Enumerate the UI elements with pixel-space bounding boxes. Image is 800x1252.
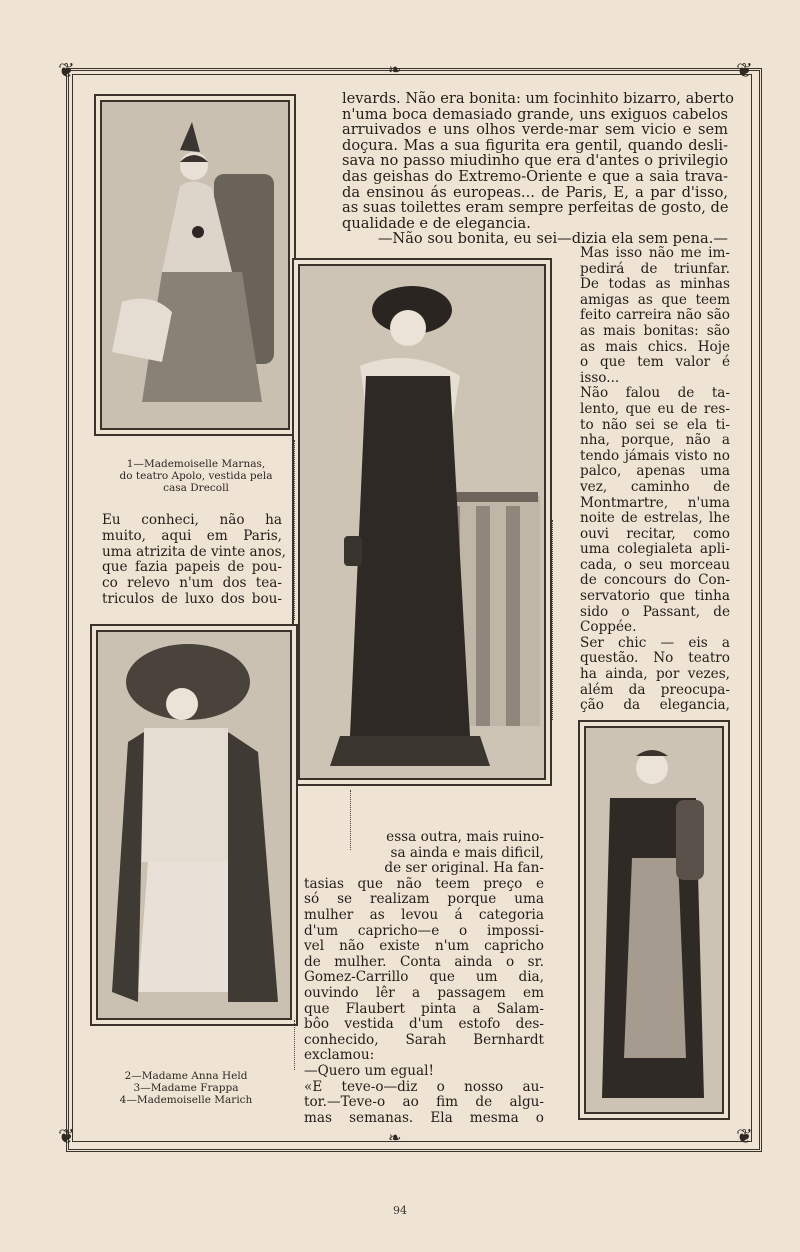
text-line: ha ainda, por vezes, (580, 666, 730, 683)
text-line: as mais bonitas: são (580, 322, 730, 339)
text-line: sa ainda e mais dificil, (390, 844, 544, 861)
text-line: sava no passo miudinho que era d'antes o privilegio (342, 152, 728, 170)
text-line: arruivados e uns olhos verde-mar sem vicio e sem (342, 121, 728, 139)
text-line: —Quero um egual! (304, 1062, 434, 1079)
text-line: Montmartre, n'uma (580, 494, 730, 511)
text-line: feito carreira não são (580, 307, 730, 324)
text-line: uma colegialeta apli- (580, 541, 730, 558)
text-line: que Flaubert pinta a Salam- (304, 1000, 544, 1017)
text-line: de ser original. Ha fan- (384, 860, 544, 877)
text-line: palco, apenas uma (580, 463, 730, 480)
text-line: amigas as que teem (580, 291, 730, 308)
text-line: ouvindo lêr a passagem em (304, 984, 544, 1001)
figure-seated-woman (102, 102, 288, 428)
figure-woman-fur (586, 728, 722, 1112)
text-line: «E teve-o—diz o nosso au- (304, 1078, 544, 1095)
text-line: lento, que eu de res- (580, 400, 730, 417)
text-line: ção da elegancia, (580, 697, 730, 714)
text-line: Ser chic — eis a (580, 634, 730, 651)
text-line: pedirá de triunfar. (580, 260, 730, 277)
text-line: qualidade e de elegancia. (342, 214, 531, 232)
text-line: noite de estrelas, lhe (580, 510, 730, 527)
text-line: tasias que não teem preço e (304, 875, 544, 892)
text-line: tendo jámais visto no (580, 447, 730, 464)
text-line: as mais chics. Hoje (580, 338, 730, 355)
text-line: das geishas do Extremo-Oriente e que a saia trava- (342, 167, 728, 185)
caption-line: 4—Mademoiselle Marich (119, 1094, 253, 1106)
text-line: mulher as levou á categoria (304, 906, 544, 923)
text-line: além da preocupa- (580, 681, 730, 698)
photo-marnas (100, 100, 290, 430)
photo-frappa (96, 630, 292, 1020)
text-line: de concours do Con- (580, 572, 730, 589)
caption-line: 1—Mademoiselle Marnas, (126, 458, 266, 470)
corner-ornament-br: ❦ (736, 1124, 753, 1148)
bottom-center-ornament: ❧ (388, 1128, 402, 1147)
text-line: servatorio que tinha (580, 588, 730, 605)
text-line: muito, aqui em Paris, (102, 527, 282, 544)
text-line: questão. No teatro (580, 650, 730, 667)
text-line: as suas toilettes eram sempre perfeitas de gosto, de (342, 199, 729, 217)
text-line: Eu conheci, não ha (102, 512, 282, 528)
text-line: conhecido, Sarah Bernhardt (304, 1031, 544, 1048)
text-line: da ensinou ás europeas... de Paris, E, a par d'isso, (342, 183, 728, 201)
text-line: bôo vestida d'um estofo des- (304, 1016, 544, 1033)
text-line: exclamou: (304, 1047, 375, 1064)
caption-line: 3—Madame Frappa (133, 1082, 239, 1094)
text-line: de mulher. Conta ainda o sr. (304, 953, 544, 970)
text-block-right (580, 246, 730, 714)
text-block-top (342, 90, 734, 248)
text-line: o que tem valor é (580, 354, 730, 371)
text-line: sido o Passant, de (580, 603, 730, 620)
chain-ornament (294, 440, 295, 620)
text-line: isso... (580, 369, 620, 386)
caption-line: casa Drecoll (163, 482, 229, 494)
photo-anna-held (298, 264, 546, 780)
text-line: Não falou de ta- (580, 385, 730, 402)
corner-ornament-tl: ❦ (58, 58, 75, 82)
text-line: Mas isso não me im- (580, 245, 730, 261)
text-line: doçura. Mas a sua figurita era gentil, quando desli- (342, 136, 728, 154)
caption-line: 2—Madame Anna Held (124, 1070, 248, 1082)
caption-line: do teatro Apolo, vestida pela (119, 470, 273, 482)
text-line: co relevo n'um dos tea- (102, 575, 282, 592)
caption-photos-2-4 (96, 1070, 276, 1106)
text-line: essa outra, mais ruino- (386, 829, 544, 845)
text-line: d'um capricho—e o impossi- (304, 922, 544, 939)
page-number: 94 (393, 1204, 407, 1217)
chain-ornament (294, 1020, 295, 1070)
text-line: to não sei se ela ti- (580, 416, 730, 433)
corner-ornament-bl: ❦ (58, 1124, 75, 1148)
text-line: que fazia papeis de pou- (102, 559, 282, 576)
text-line: Gomez-Carrillo que um dia, (304, 969, 544, 986)
text-block-center (304, 830, 544, 1126)
corner-ornament-tr: ❦ (736, 58, 753, 82)
text-line: Coppée. (580, 619, 637, 636)
top-center-ornament: ❧ (388, 60, 402, 79)
text-line: cada, o seu morceau (580, 556, 730, 573)
text-line: n'uma boca demasiado grande, uns exiguos cabelos (342, 105, 728, 123)
chain-ornament (552, 520, 553, 720)
text-line: uma atrizita de vinte anos, (102, 543, 286, 560)
figure-woman-hat (98, 632, 290, 1018)
text-block-left (102, 512, 286, 608)
text-line: levards. Não era bonita: um focinhito bizarro, aberto (342, 90, 734, 107)
text-line: triculos de luxo dos bou- (102, 590, 282, 607)
photo-marich (584, 726, 724, 1114)
caption-photo-1 (96, 458, 296, 494)
text-line: ouvi recitar, como (580, 525, 730, 542)
text-line: só se realizam porque uma (304, 891, 544, 908)
text-line: tor.—Teve-o ao fim de algu- (304, 1094, 544, 1111)
text-line: mas semanas. Ela mesma o (304, 1109, 544, 1126)
text-line: De todas as minhas (580, 276, 730, 293)
text-line: vel não existe n'um capricho (304, 938, 544, 955)
figure-standing-woman (300, 266, 544, 778)
text-line: vez, caminho de (580, 478, 730, 495)
text-line: nha, porque, não a (580, 432, 730, 449)
text-line: —Não sou bonita, eu sei—dizia ela sem pena.— (377, 230, 728, 248)
